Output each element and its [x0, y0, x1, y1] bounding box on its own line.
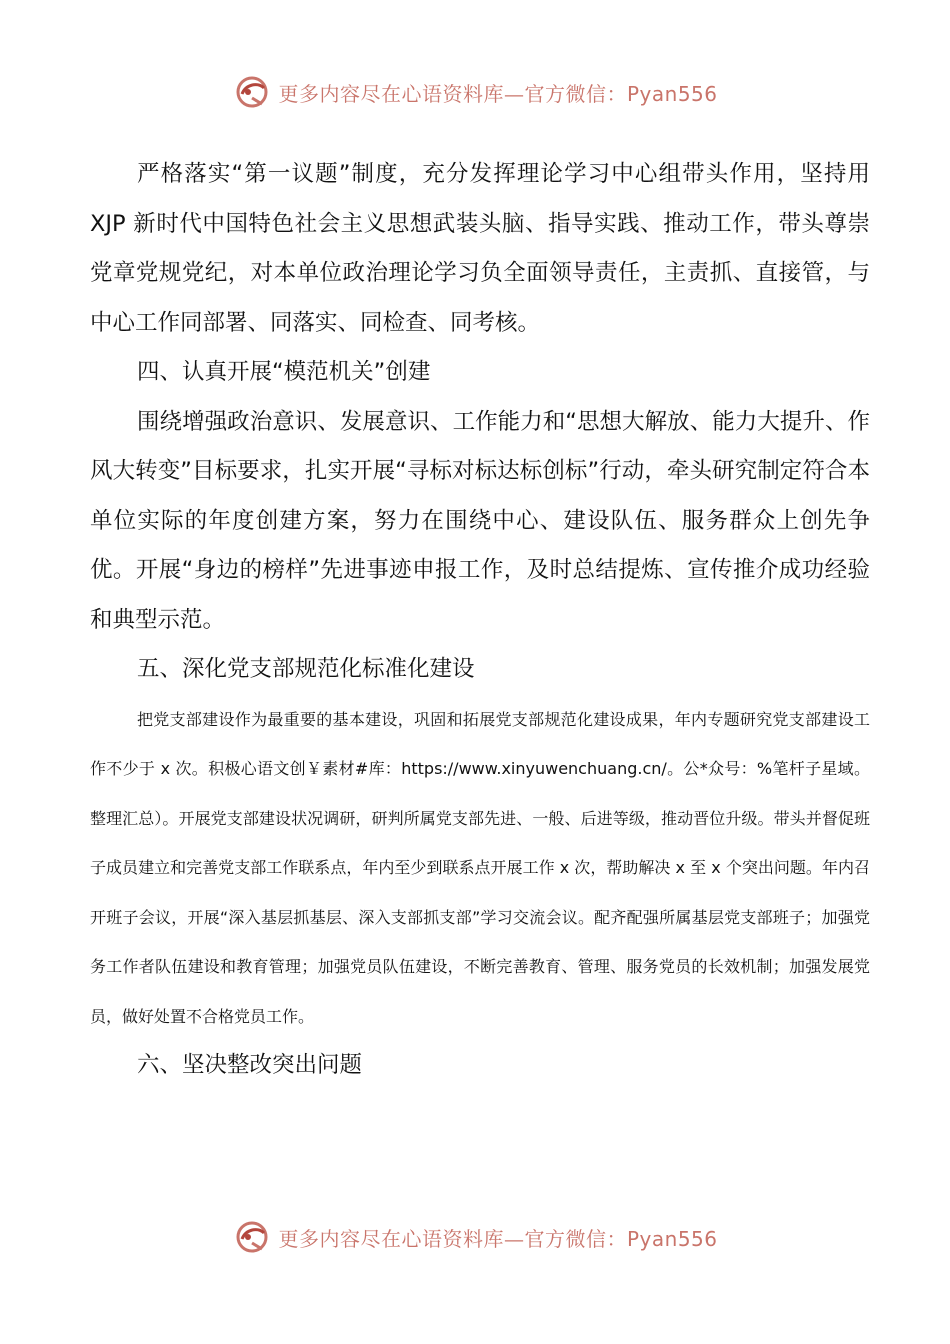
- paragraph-branch-building: 把党支部建设作为最重要的基本建设，巩固和拓展党支部规范化建设成果，年内专题研究党支部建设工作不少于 x 次。积极心语文创￥素材#库：https://www.xinyuwenchuang.cn/。公*众号：%笔杆子星域。整理汇总）。开展党支部建设状况调研，研判所属党支部先进、一般、后进等级，推动晋位升级。带头并督促班子成员建立和完善党支部工作联系点，年内至少到联系点开展工作 x 次，帮助解决 x 至 x 个突出问题。年内召开班子会议，开展“深入基层抓基层、深入支部抓支部”学习交流会议。配齐配强所属基层党支部班子；加强党务工作者队伍建设和教育管理；加强党员队伍建设，不断完善教育、管理、服务党员的长效机制；加强发展党员，做好处置不合格党员工作。: [90, 709, 870, 1026]
- watermark-text: [278, 1223, 717, 1252]
- watermark-handle: Pyan556: [626, 1226, 718, 1251]
- watermark-wechat-label: 官方微信：: [524, 81, 627, 106]
- watermark-handle: Pyan556: [626, 81, 718, 106]
- paragraph-first-agenda: 严格落实“第一议题”制度，充分发挥理论学习中心组带头作用，坚持用 XJP 新时代中国特色社会主义思想武装头脑、指导实践、推动工作，带头尊崇党章党规党纪，对本单位政治理论学习负全面领导责任，主责抓、直接管，与中心工作同部署、同落实、同检查、同考核。: [90, 161, 870, 336]
- watermark-text: [278, 78, 717, 107]
- heading-section-5: 五、深化党支部规范化标准化建设: [137, 656, 475, 682]
- header-watermark-banner: [0, 70, 950, 114]
- paragraph-model-organ: 围绕增强政治意识、发展意识、工作能力和“思想大解放、能力大提升、作风大转变”目标要求，扎实开展“寻标对标达标创标”行动，牵头研究制定符合本单位实际的年度创建方案，努力在围绕中心、建设队伍、服务群众上创先争优。开展“身边的榜样”先进事迹申报工作，及时总结提炼、宣传推介成功经验和典型示范。: [90, 408, 870, 633]
- watermark-wechat-label: 官方微信：: [524, 1226, 627, 1251]
- watermark-separator: —: [503, 81, 525, 106]
- heading-section-6: 六、坚决整改突出问题: [137, 1052, 363, 1078]
- document-body: [90, 150, 870, 1091]
- watermark-main: 更多内容尽在心语资料库: [278, 1226, 504, 1251]
- logo-icon: [232, 1217, 272, 1257]
- watermark-separator: —: [503, 1226, 525, 1251]
- footer-watermark-banner: [0, 1215, 950, 1259]
- watermark-main: 更多内容尽在心语资料库: [278, 81, 504, 106]
- heading-section-4: 四、认真开展“模范机关”创建: [137, 359, 431, 385]
- logo-icon: [232, 72, 272, 112]
